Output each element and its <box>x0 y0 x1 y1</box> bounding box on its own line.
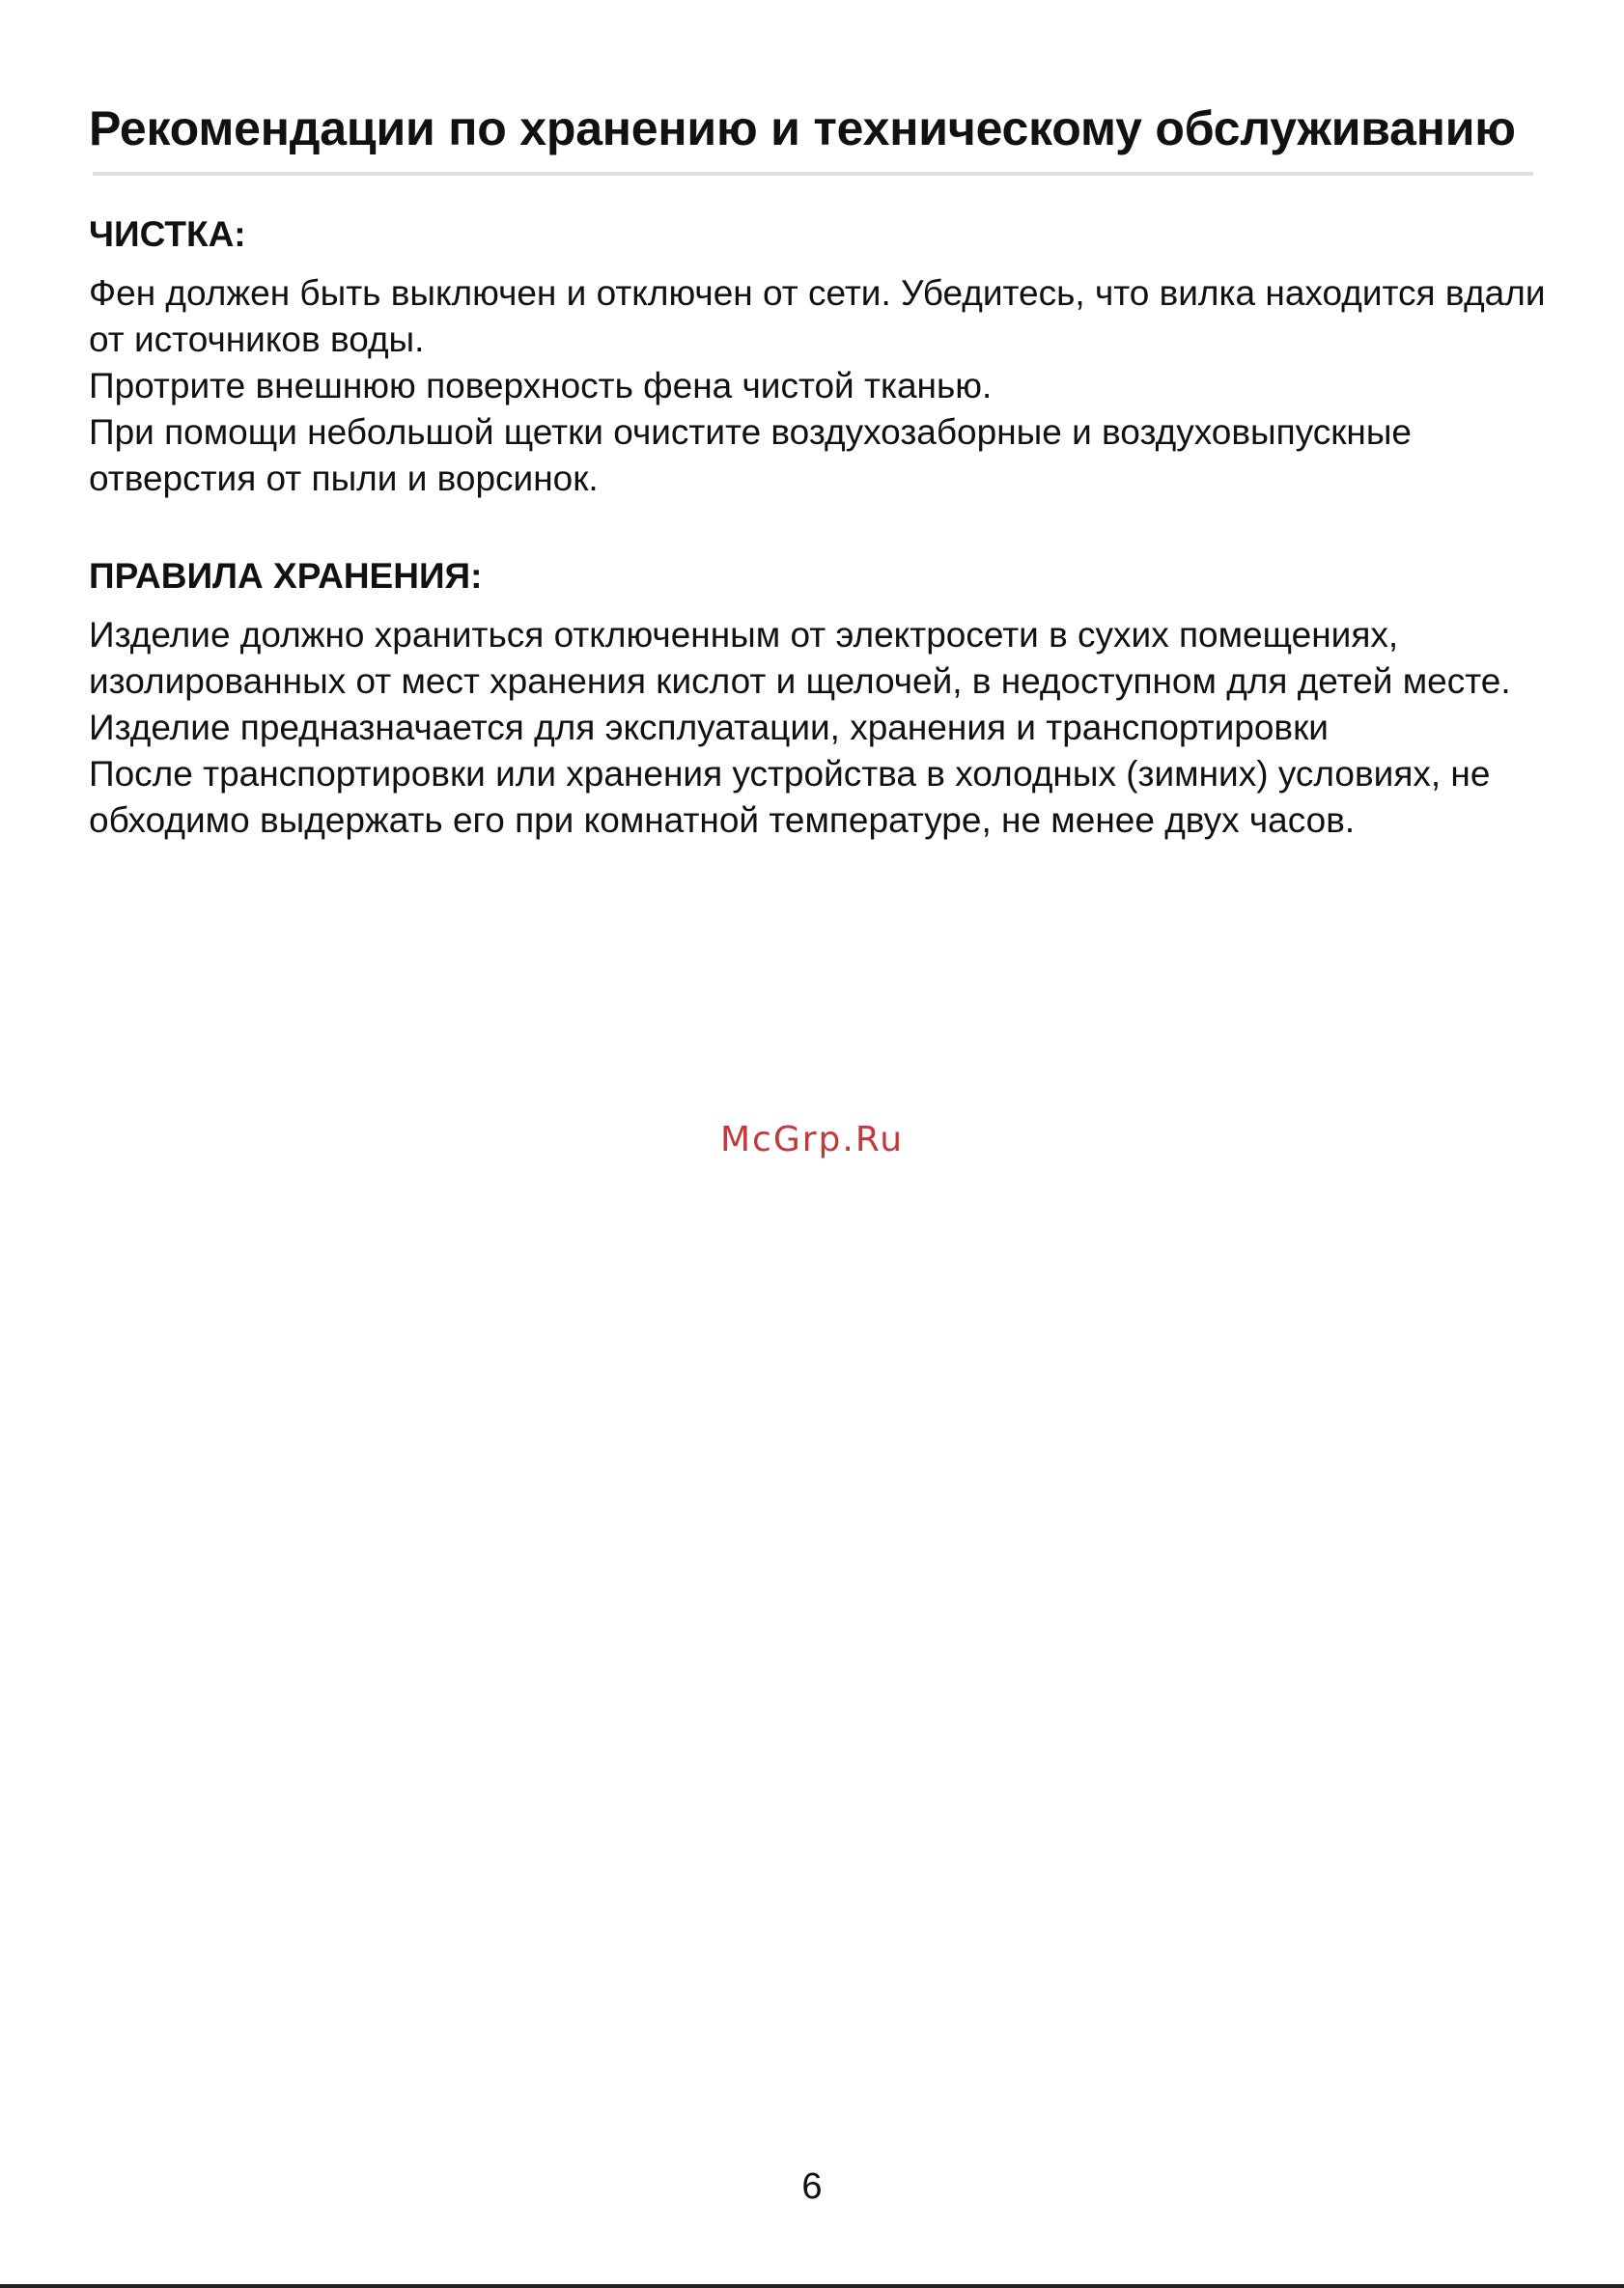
storage-paragraph-2: Изделие предназначается для эксплуатации, хранения и транспортировки <box>89 708 1329 747</box>
title-divider <box>93 172 1533 176</box>
cleaning-section <box>89 209 1547 502</box>
bottom-rule <box>0 2284 1624 2288</box>
page-number: 6 <box>801 2166 823 2207</box>
storage-section <box>89 550 1547 844</box>
cleaning-paragraph-1: Фен должен быть выключен и отключен от сети. Убедитесь, что вилка находится вдали от источников воды. <box>89 273 1546 359</box>
cleaning-paragraph-2: Протрите внешнюю поверхность фена чистой тканью. <box>89 366 993 405</box>
watermark: McGrp.Ru <box>719 1120 905 1159</box>
storage-paragraph-1: Изделие должно храниться отключенным от электросети в сухих помещениях, изолированных от мест хранения кислот и щелочей, в недоступном для детей месте. <box>89 615 1511 701</box>
cleaning-heading: ЧИСТКА: <box>89 214 246 254</box>
storage-paragraph-3: После транспортировки или хранения устройства в холодных (зимних) условиях, не обходимо выдержать его при комнатной температуре, не менее двух часов. <box>89 754 1491 840</box>
page-title: Рекомендации по хранению и техническому обслуживанию <box>89 101 1516 155</box>
storage-heading: ПРАВИЛА ХРАНЕНИЯ: <box>89 556 483 596</box>
cleaning-paragraph-3: При помощи небольшой щетки очистите воздухозаборные и воздуховыпускные отверстия от пыли и ворсинок. <box>89 412 1413 498</box>
